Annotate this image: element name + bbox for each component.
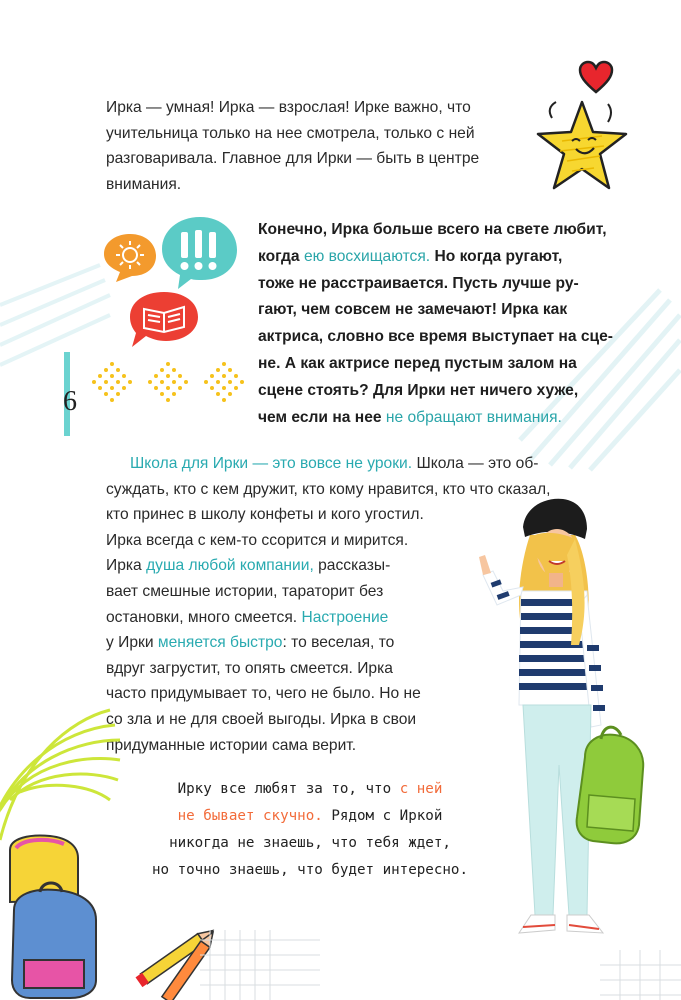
text-fragment: Рядом с Иркой	[322, 808, 443, 824]
text-fragment: рассказы-	[313, 557, 391, 575]
highlight-text: с ней	[399, 781, 443, 797]
text-line: актриса, словно все время выступает на сце-	[258, 328, 613, 346]
text-line	[130, 803, 490, 830]
highlight-text: Настроение	[301, 608, 389, 626]
highlight-text: не бывает скучно.	[177, 808, 323, 824]
text-line: часто придумывает то, чего не было. Но не	[106, 685, 421, 703]
text-line: Конечно, Ирка больше всего на свете любит,	[258, 221, 607, 238]
text-line	[106, 605, 550, 631]
grid-paper-decoration-right	[600, 950, 681, 1000]
highlight-text: ею восхищаются.	[303, 247, 431, 265]
text-line	[130, 776, 490, 803]
text-fragment: Ирка	[106, 557, 147, 575]
text-line: сцене стоять? Для Ирки нет ничего хуже,	[258, 381, 579, 399]
text-line: Ирка — умная! Ирка — взрослая! Ирке важно, что	[106, 99, 471, 116]
text-fragment: Но когда ругают,	[430, 247, 563, 265]
highlight-text: меняется быстро	[157, 634, 283, 652]
text-line: разговаривала. Главное для Ирки — быть в центре	[106, 150, 480, 167]
text-fragment: Ирку все любят за то, что	[177, 781, 400, 797]
text-fragment: Школа — это об-	[412, 455, 539, 472]
text-line	[106, 553, 550, 579]
text-line: придуманные истории сама верит.	[106, 736, 357, 754]
text-line: кто принес в школу конфеты и кого угостил.	[106, 506, 424, 524]
text-line: вдруг загрустит, то опять смеется. Ирка	[106, 659, 393, 677]
star-character-icon	[532, 96, 632, 196]
text-line: гают, чем совсем не замечают! Ирка как	[258, 301, 568, 319]
text-line: суждать, кто с кем дружит, кто кому нравится, кто что сказал,	[106, 480, 551, 498]
highlight-text: Школа для Ирки — это вовсе не уроки.	[130, 455, 413, 472]
page-number: 6	[63, 386, 77, 417]
text-line: никогда не знаешь, что тебя ждет,	[169, 835, 451, 851]
text-line: вает смешные истории, тараторит без	[106, 582, 384, 600]
text-line	[106, 630, 550, 656]
highlight-text: душа любой компании,	[146, 557, 314, 575]
closing-paragraph	[130, 776, 490, 884]
text-line	[258, 244, 608, 271]
text-line: Ирка всегда с кем-то ссорится и мирится.	[106, 531, 409, 549]
sun-speech-bubble-icon	[102, 232, 158, 284]
text-fragment: : то веселая, то	[282, 634, 395, 652]
bold-paragraph	[258, 217, 613, 431]
text-line: но точно знаешь, что будет интересно.	[151, 862, 469, 878]
text-fragment: чем если на нее	[258, 408, 386, 426]
heart-icon	[578, 60, 614, 94]
green-scribble-decoration	[0, 700, 130, 850]
grid-paper-decoration	[200, 930, 320, 1000]
text-fragment: у Ирки	[106, 634, 158, 652]
text-line: тоже не расстраивается. Пусть лучше ру-	[258, 274, 579, 292]
intro-paragraph	[106, 95, 536, 197]
text-fragment: остановки, много смеется.	[106, 608, 302, 626]
dotted-diamonds-decoration	[92, 360, 252, 420]
highlight-text: не обращают внимания.	[385, 408, 562, 426]
backpack-icon	[0, 830, 110, 1000]
text-line: со зла и не для своей выгоды. Ирка в свои	[106, 710, 417, 728]
book-speech-bubble-icon	[128, 289, 206, 351]
text-line: учительница только на нее смотрела, только с ней	[106, 124, 475, 142]
text-line	[258, 405, 608, 432]
text-fragment: когда	[258, 247, 304, 265]
exclamation-speech-bubble-icon	[158, 214, 240, 292]
text-line: внимания.	[106, 175, 182, 193]
school-paragraph	[106, 451, 550, 758]
text-line: не. А как актрисе перед пустым залом на	[258, 354, 577, 372]
text-line	[106, 451, 550, 477]
